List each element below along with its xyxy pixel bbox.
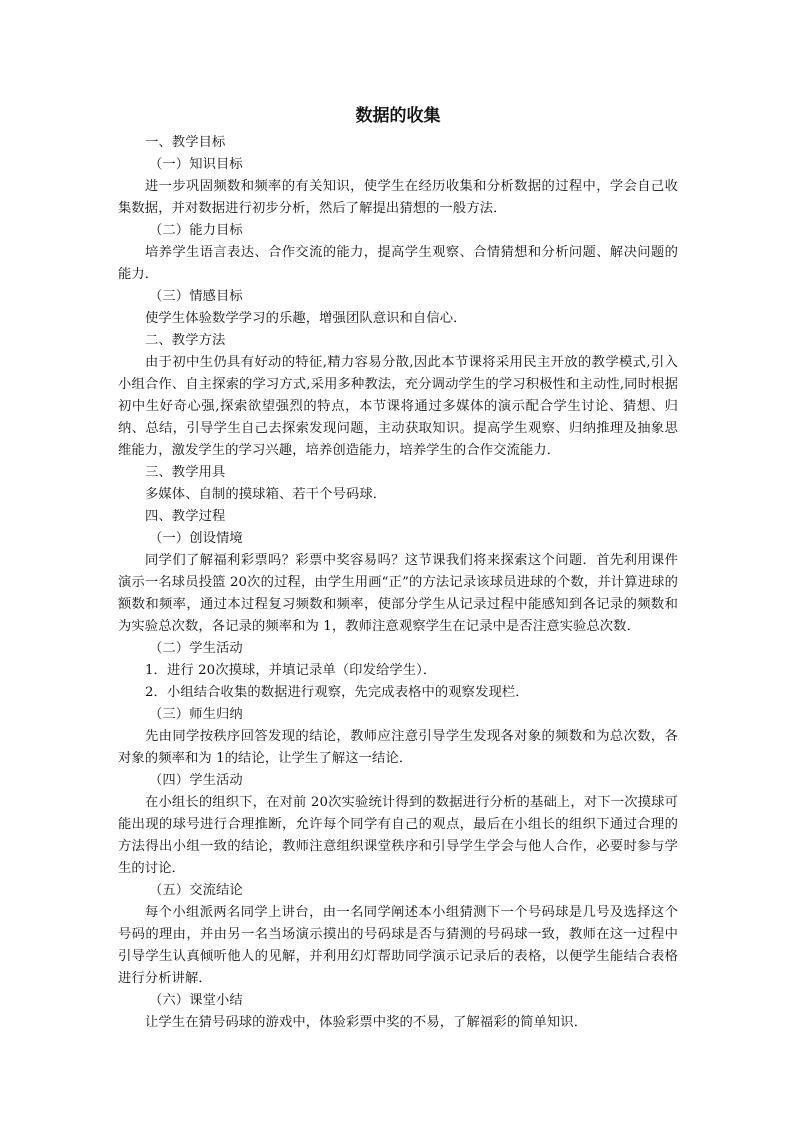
paragraph: 培养学生语言表达、合作交流的能力，提高学生观察、合情猜想和分析问题、解决问题的能力． bbox=[118, 245, 678, 282]
paragraph: 让学生在猜号码球的游戏中，体验彩票中奖的不易，了解福彩的简单知识． bbox=[145, 1015, 588, 1030]
section-heading: 四、教学过程 bbox=[145, 509, 226, 524]
paragraph: 由于初中生仍具有好动的特征,精力容易分散,因此本节课将采用民主开放的教学模式,引入小组合作、自主探索的学习方式,采用多种教法，充分调动学生的学习积极性和主动性,同时根据初中生好奇心强,探索欲望强烈的特点，本节课将通过多媒体的演示配合学生讨论、猜想、归纳、总结，引导学生自己去探索发现问题，主动获取知识。提高学生观察、归纳推理及抽象思维能力，激发学生的学习兴趣，培养创造能力，培养学生的合作交流能力． bbox=[118, 355, 678, 458]
section-heading: 三、教学用具 bbox=[145, 465, 226, 480]
paragraph: 同学们了解福利彩票吗？彩票中奖容易吗？这节课我们将来探索这个问题．首先利用课件演示一名球员投篮 20次的过程，由学生用画“正”的方法记录该球员进球的个数，并计算进球的额数和频率，通过本过程复习频数和频率，使部分学生从记录过程中能感知到各记录的频数和为实验总次数，各记录的频率和为 1，教师注意观察学生在记录中是否注意实验总次数． bbox=[118, 553, 678, 634]
paragraph: 先由同学按秩序回答发现的结论，教师应注意引导学生发现各对象的频数和为总次数，各对象的频率和为 1的结论，让学生了解这一结论． bbox=[118, 729, 678, 766]
paragraph: 使学生体验数学学习的乐趣，增强团队意识和自信心． bbox=[145, 311, 467, 326]
document-title: 数据的收集 bbox=[355, 106, 441, 126]
section-heading: 一、教学目标 bbox=[145, 135, 226, 150]
subsection-heading: （一）知识目标 bbox=[149, 157, 243, 172]
paragraph: 每个小组派两名同学上讲台，由一名同学阐述本小组猜测下一个号码球是几号及选择这个号码的理由，并由另一名当场演示摸出的号码球是否与猜测的号码球一致，教师在这一过程中引导学生认真倾听他人的见解，并利用幻灯帮助同学演示记录后的表格，以便学生能结合表格进行分析讲解． bbox=[118, 905, 678, 986]
section-heading: 二、教学方法 bbox=[145, 333, 226, 348]
subsection-heading: （三）情感目标 bbox=[149, 289, 243, 304]
subsection-heading: （三）师生归纳 bbox=[149, 707, 243, 722]
document-body bbox=[118, 132, 678, 1034]
subsection-heading: （六）课堂小结 bbox=[149, 993, 243, 1008]
subsection-heading: （五）交流结论 bbox=[149, 883, 243, 898]
subsection-heading: （四）学生活动 bbox=[149, 773, 243, 788]
paragraph: 进一步巩固频数和频率的有关知识，使学生在经历收集和分析数据的过程中，学会自己收集数据，并对数据进行初步分析，然后了解提出猜想的一般方法． bbox=[118, 179, 678, 216]
paragraph: 2．小组结合收集的数据进行观察，先完成表格中的观察发现栏． bbox=[145, 685, 529, 700]
subsection-heading: （二）学生活动 bbox=[149, 641, 243, 656]
paragraph: 1．进行 20次摸球，并填记录单（印发给学生）． bbox=[145, 663, 437, 678]
subsection-heading: （一）创设情境 bbox=[149, 531, 243, 546]
subsection-heading: （二）能力目标 bbox=[149, 223, 243, 238]
paragraph: 在小组长的组织下，在对前 20次实验统计得到的数据进行分析的基础上，对下一次摸球可能出现的球号进行合理推断，允许每个同学有自己的观点，最后在小组长的组织下通过合理的方法得出小组一致的结论，教师注意组织课堂秩序和引导学生学会与他人合作，必要时参与学生的讨论． bbox=[118, 795, 678, 876]
paragraph: 多媒体、自制的摸球箱、若干个号码球． bbox=[145, 487, 387, 502]
